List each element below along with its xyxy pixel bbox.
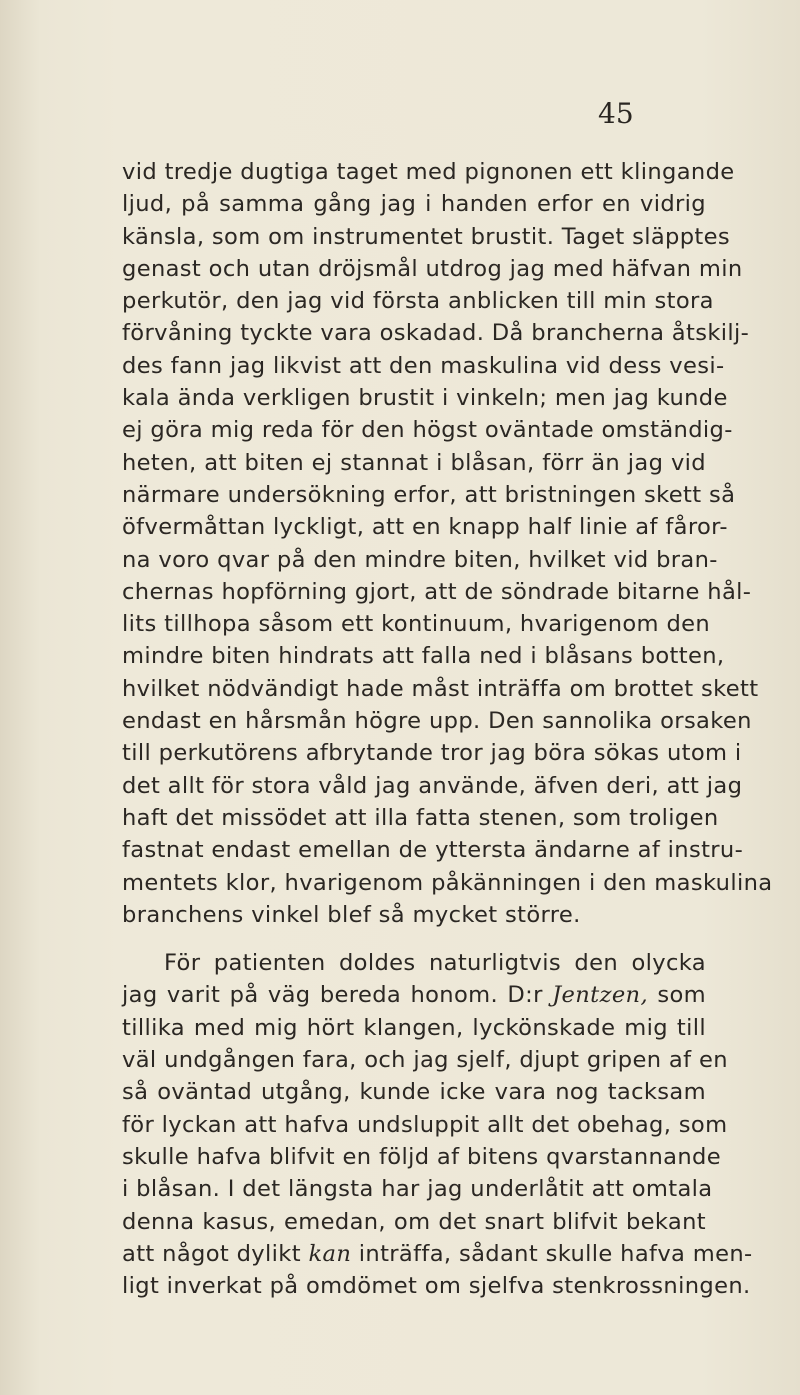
text-line: ej göra mig reda för den högst oväntade omständig- <box>122 417 733 444</box>
page-number: 45 <box>598 97 634 130</box>
text-line: förvåning tyckte vara oskadad. Då brancherna åtskilj- <box>122 320 750 347</box>
text-line: mindre biten hindrats att falla ned i blåsans botten, <box>122 643 725 670</box>
person-name: Jentzen, <box>552 982 648 1009</box>
text-line: skulle hafva blifvit en följd af bitens qvarstannande <box>122 1143 721 1170</box>
text-segment: att något dylikt <box>122 1240 309 1267</box>
paragraph-gap <box>122 931 706 947</box>
text-segment: jag varit på väg bereda honom. D:r <box>122 982 553 1009</box>
body-text <box>122 156 773 1302</box>
text-line: ligt inverkat på omdömet om sjelfva stenkrossningen. <box>122 1273 751 1300</box>
text-line: i blåsan. I det längsta har jag underlåtit att omtala <box>122 1176 713 1203</box>
text-line: hvilket nödvändigt hade måst inträffa om brottet skett <box>122 675 759 702</box>
text-line: närmare undersökning erfor, att bristningen skett så <box>122 481 736 508</box>
text-line: genast och utan dröjsmål utdrog jag med häfvan min <box>122 255 743 282</box>
text-line: för lyckan att hafva undsluppit allt det obehag, som <box>122 1111 728 1138</box>
text-line: na voro qvar på den mindre biten, hvilket vid bran- <box>122 546 718 573</box>
text-line: tillika med mig hört klangen, lyckönskade mig till <box>122 1014 706 1041</box>
text-line-with-name <box>122 979 706 1011</box>
text-line: För patienten doldes naturligtvis den olycka <box>164 950 706 977</box>
text-line: öfvermåttan lyckligt, att en knapp half linie af fåror- <box>122 514 728 541</box>
text-line: det allt för stora våld jag använde, äfven deri, att jag <box>122 772 743 799</box>
text-segment: inträffa, sådant skulle hafva men- <box>351 1240 753 1267</box>
text-line: perkutör, den jag vid första anblicken till min stora <box>122 288 714 315</box>
text-line: kala ända verkligen brustit i vinkeln; men jag kunde <box>122 385 728 412</box>
emphasized-word: kan <box>308 1240 352 1267</box>
text-line: denna kasus, emedan, om det snart blifvit bekant <box>122 1208 706 1235</box>
text-line: chernas hopförning gjort, att de söndrade bitarne hål- <box>122 578 752 605</box>
text-line: des fann jag likvist att den maskulina vid dess vesi- <box>122 352 725 379</box>
text-line: känsla, som om instrumentet brustit. Taget släpptes <box>122 223 730 250</box>
text-line: ljud, på samma gång jag i handen erfor en vidrig <box>122 191 706 218</box>
text-line: fastnat endast emellan de yttersta ändarne af instru- <box>122 837 744 864</box>
text-line: väl undgången fara, och jag sjelf, djupt gripen af en <box>122 1047 728 1074</box>
text-line: till perkutörens afbrytande tror jag böra sökas utom i <box>122 740 742 767</box>
text-line: endast en hårsmån högre upp. Den sannolika orsaken <box>122 708 752 735</box>
text-line-with-emphasis <box>122 1238 753 1270</box>
text-line: så oväntad utgång, kunde icke vara nog tacksam <box>122 1079 706 1106</box>
text-line: mentets klor, hvarigenom påkänningen i den maskulina <box>122 869 773 896</box>
text-line: lits tillhopa såsom ett kontinuum, hvarigenom den <box>122 611 711 638</box>
text-line: branchens vinkel blef så mycket större. <box>122 901 581 928</box>
text-line: vid tredje dugtiga taget med pignonen ett klingande <box>122 159 735 185</box>
text-segment: som <box>647 982 707 1009</box>
paragraph-2 <box>122 947 753 1302</box>
text-line: heten, att biten ej stannat i blåsan, förr än jag vid <box>122 449 706 476</box>
paragraph-1 <box>122 156 773 931</box>
text-line: haft det missödet att illa fatta stenen, som troligen <box>122 804 719 831</box>
